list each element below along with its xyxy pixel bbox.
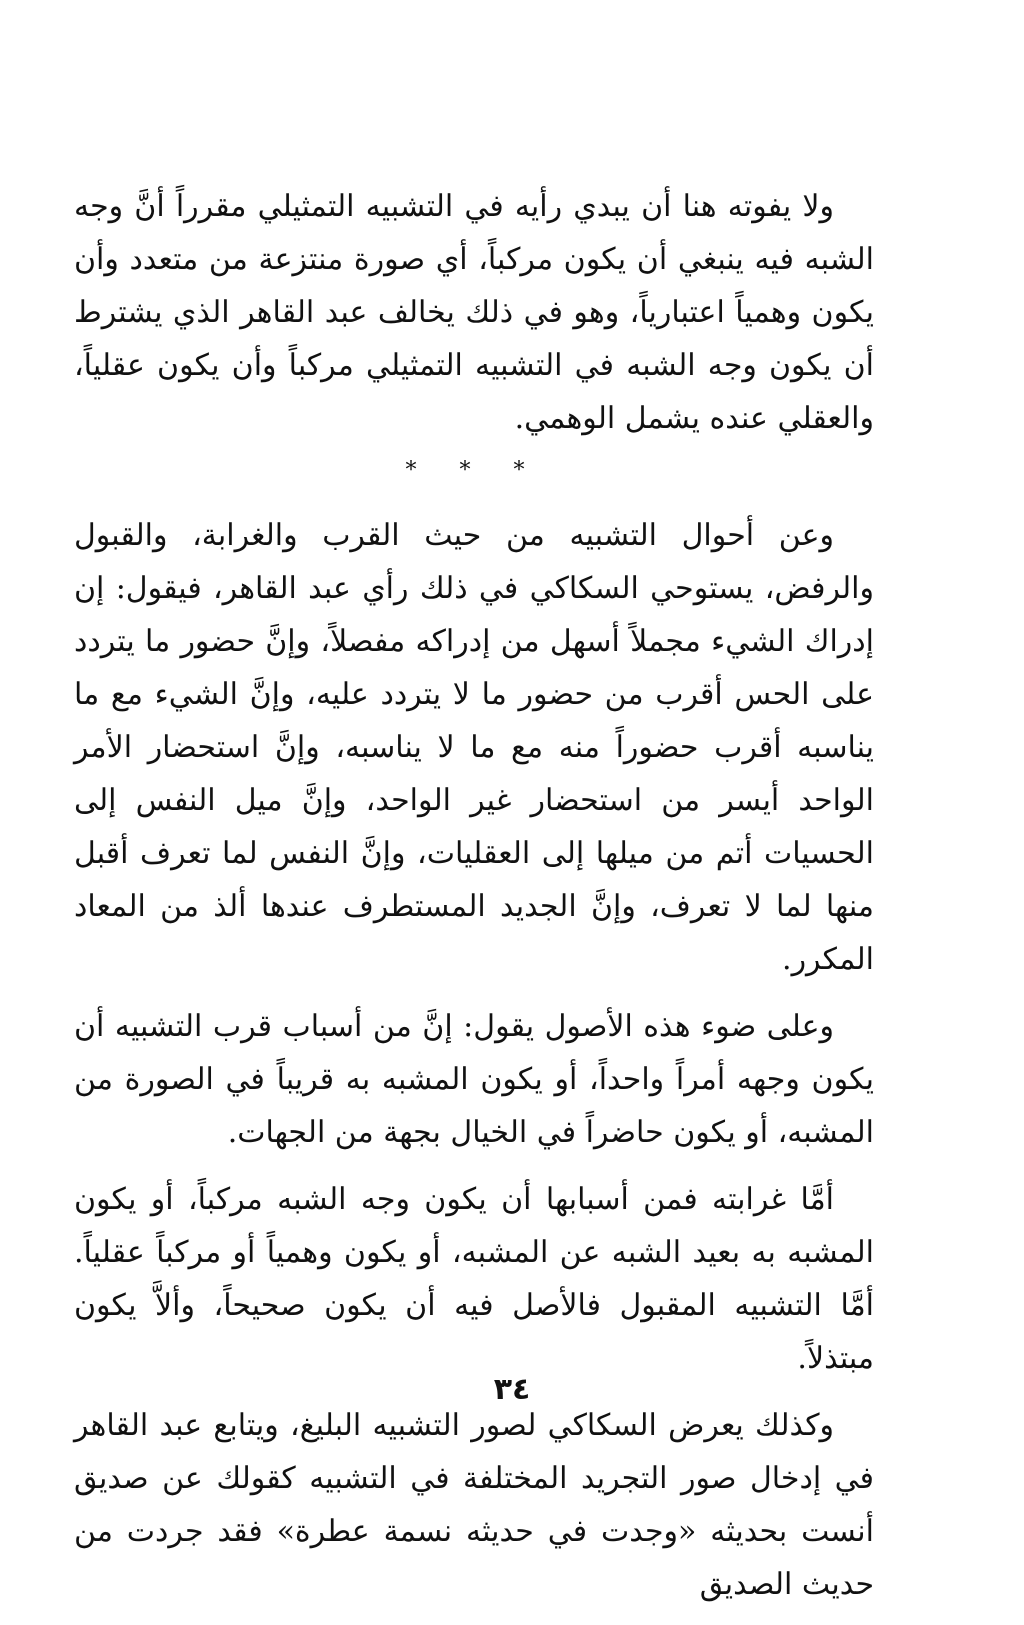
paragraph-5: وكذلك يعرض السكاكي لصور التشبيه البليغ، ويتابع عبد القاهر في إدخال صور التجريد المختلفة في التشبيه كقولك عن صديق أنست بحديثه «وجدت في حديثه نسمة عطرة» فقد جردت من حديث الصديق (74, 1408, 874, 1602)
paragraph-4: أمَّا غرابته فمن أسبابها أن يكون وجه الشبه مركباً، أو يكون المشبه به بعيد الشبه عن المشبه، أو يكون وهمياً أو مركباً عقلياً. أمَّا التشبيه المقبول فالأصل فيه أن يكون صحيحاً، وألاَّ يكون مبتذلاً. (74, 1182, 874, 1376)
paragraph-3: وعلى ضوء هذه الأصول يقول: إنَّ من أسباب قرب التشبيه أن يكون وجهه أمراً واحداً، أو يكون المشبه به قريباً في الصورة من المشبه، أو يكون حاضراً في الخيال بجهة من الجهات. (74, 1009, 875, 1150)
section-separator: * * * (405, 458, 543, 483)
paragraph-1: ولا يفوته هنا أن يبدي رأيه في التشبيه التمثيلي مقرراً أنَّ وجه الشبه فيه ينبغي أن يكون مركباً، أي صورة منتزعة من متعدد وأن يكون وهمياً اعتبارياً، وهو في ذلك يخالف عبد القاهر الذي يشترط أن يكون وجه الشبه في التشبيه التمثيلي مركباً وأن يكون عقلياً، والعقلي عنده يشمل الوهمي. (74, 189, 874, 436)
paragraph-2: وعن أحوال التشبيه من حيث القرب والغرابة، والقبول والرفض، يستوحي السكاكي في ذلك رأي عبد القاهر، فيقول: إن إدراك الشيء مجملاً أسهل من إدراكه مفصلاً، وإنَّ حضور ما يتردد على الحس أقرب من حضور ما لا يتردد عليه، وإنَّ الشيء مع ما يناسبه أقرب حضوراً منه مع ما لا يناسبه، وإنَّ استحضار الأمر الواحد أيسر من استحضار غير الواحد، وإنَّ ميل النفس إلى الحسيات أتم من ميلها إلى العقليات، وإنَّ النفس لما تعرف أقبل منها لما لا تعرف، وإنَّ الجديد المستطرف عندها ألذ من المعاد المكرر. (74, 518, 874, 977)
page-number: ٣٤ (493, 1372, 531, 1407)
page-body (74, 180, 874, 1625)
